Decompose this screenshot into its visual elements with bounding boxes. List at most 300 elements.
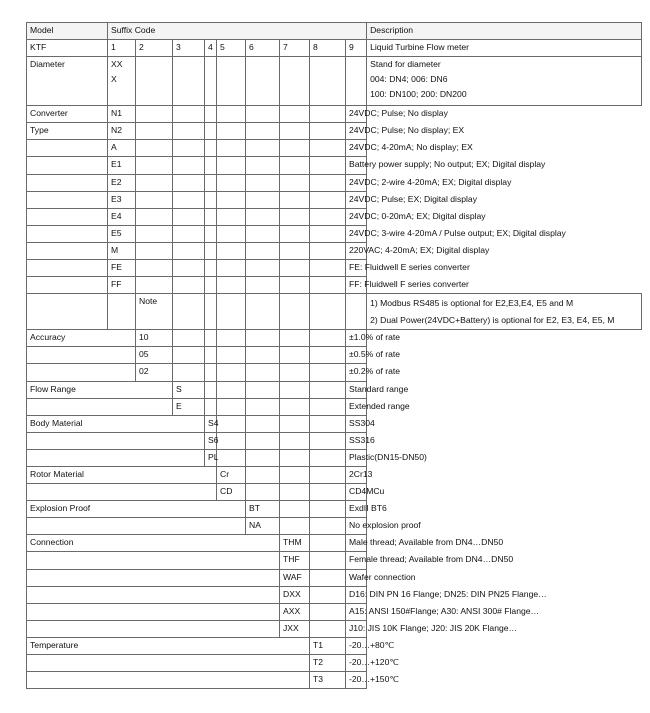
diameter-row (27, 57, 642, 106)
empty-cell (246, 191, 280, 208)
position-number: 7 (280, 40, 310, 57)
empty-cell (205, 123, 217, 140)
empty-cell (217, 398, 246, 415)
code-xx: XX (111, 59, 123, 70)
empty-cell (310, 208, 346, 225)
empty-cell (217, 277, 246, 294)
position-number: 2 (136, 40, 173, 57)
row-description: Plastic(DN15-DN50) (346, 449, 367, 466)
row-description: ±0.2% of rate (346, 364, 367, 381)
header-model: Model (27, 23, 108, 40)
position-number: 4 (205, 40, 217, 57)
empty-cell (280, 191, 310, 208)
option-code: 02 (136, 364, 173, 381)
empty-cell (217, 140, 246, 157)
group-label (27, 174, 108, 191)
empty-cell (173, 57, 205, 106)
empty-cell (173, 260, 205, 277)
row-description: ±1.0% of rate (346, 330, 367, 347)
empty-cell (217, 260, 246, 277)
empty-cell (217, 242, 246, 259)
row-description: 2Cr13 (346, 466, 367, 483)
group-label (27, 294, 108, 330)
option-code: AXX (280, 603, 310, 620)
empty-cell (310, 518, 346, 535)
empty-cell (246, 140, 280, 157)
empty-cell (173, 277, 205, 294)
empty-cell (280, 208, 310, 225)
option-code: WAF (280, 569, 310, 586)
option-row (27, 655, 642, 672)
note-line: 1) Modbus RS485 is optional for E2,E3,E4, E5 and M (370, 298, 574, 309)
group-label (27, 140, 108, 157)
empty-cell (310, 347, 346, 364)
option-row (27, 106, 642, 123)
empty-cell (246, 364, 280, 381)
group-label: Accuracy (27, 330, 136, 347)
empty-cell (205, 191, 217, 208)
empty-cell (217, 449, 246, 466)
empty-cell (173, 364, 205, 381)
group-label (27, 364, 136, 381)
group-label (27, 620, 280, 637)
option-code: N2 (108, 123, 136, 140)
empty-cell (280, 157, 310, 174)
empty-cell (205, 140, 217, 157)
option-row (27, 381, 642, 398)
row-description: FE: Fluidwell E series converter (346, 260, 367, 277)
group-label (27, 157, 108, 174)
empty-cell (310, 330, 346, 347)
empty-cell (280, 123, 310, 140)
option-code: THF (280, 552, 310, 569)
group-label (27, 277, 108, 294)
option-code: E5 (108, 225, 136, 242)
option-row (27, 586, 642, 603)
description-line: Stand for diameter (370, 59, 441, 70)
empty-cell (246, 415, 280, 432)
option-row (27, 569, 642, 586)
group-label (27, 603, 280, 620)
empty-cell (280, 381, 310, 398)
empty-cell (217, 294, 246, 330)
empty-cell (136, 57, 173, 106)
option-code: FF (108, 277, 136, 294)
row-description: ExdII BT6 (346, 501, 367, 518)
option-code: PL (205, 449, 217, 466)
row-description: Battery power supply; No output; EX; Digital display (346, 157, 367, 174)
empty-cell (280, 277, 310, 294)
row-description: SS316 (346, 432, 367, 449)
position-number: 8 (310, 40, 346, 57)
group-label (27, 484, 217, 501)
option-row (27, 140, 642, 157)
empty-cell (173, 140, 205, 157)
row-description: -20…+150℃ (346, 672, 367, 689)
group-label: Temperature (27, 637, 310, 654)
row-description: A15: ANSI 150#Flange; A30: ANSI 300# Flange… (346, 603, 367, 620)
row-description (367, 57, 642, 106)
empty-cell (310, 277, 346, 294)
option-code: FE (108, 260, 136, 277)
empty-cell (205, 208, 217, 225)
empty-cell (246, 174, 280, 191)
header-suffix-code: Suffix Code (108, 23, 367, 40)
empty-cell (310, 260, 346, 277)
empty-cell (205, 174, 217, 191)
empty-cell (136, 225, 173, 242)
empty-cell (310, 157, 346, 174)
empty-cell (346, 294, 367, 330)
empty-cell (205, 347, 217, 364)
empty-cell (173, 191, 205, 208)
empty-cell (346, 57, 367, 106)
row-description: Wafer connection (346, 569, 367, 586)
option-code: S (173, 381, 205, 398)
empty-cell (310, 242, 346, 259)
empty-cell (173, 106, 205, 123)
row-description: Male thread; Available from DN4…DN50 (346, 535, 367, 552)
empty-cell (217, 191, 246, 208)
empty-cell (217, 123, 246, 140)
empty-cell (310, 603, 346, 620)
option-code: E4 (108, 208, 136, 225)
option-row (27, 415, 642, 432)
empty-cell (246, 484, 280, 501)
empty-cell (173, 242, 205, 259)
empty-cell (310, 106, 346, 123)
empty-cell (280, 432, 310, 449)
row-description: -20…+120℃ (346, 655, 367, 672)
empty-cell (310, 449, 346, 466)
empty-cell (246, 208, 280, 225)
group-label (27, 398, 173, 415)
row-description: 24VDC; Pulse; No display (346, 106, 367, 123)
empty-cell (136, 157, 173, 174)
empty-cell (246, 381, 280, 398)
description-line: 004: DN4; 006: DN6 (370, 74, 448, 85)
option-row (27, 449, 642, 466)
option-code: BT (246, 501, 280, 518)
row-description: No explosion proof (346, 518, 367, 535)
row-description: Standard range (346, 381, 367, 398)
option-row (27, 466, 642, 483)
empty-cell (280, 330, 310, 347)
empty-cell (310, 123, 346, 140)
empty-cell (280, 484, 310, 501)
empty-cell (108, 294, 136, 330)
empty-cell (136, 191, 173, 208)
header-description: Description (367, 23, 642, 40)
group-label: Converter (27, 106, 108, 123)
option-row (27, 277, 642, 294)
empty-cell (246, 225, 280, 242)
group-label (27, 208, 108, 225)
empty-cell (217, 157, 246, 174)
row-description: D16: DIN PN 16 Flange; DN25: DIN PN25 Flange… (346, 586, 367, 603)
empty-cell (310, 364, 346, 381)
empty-cell (310, 398, 346, 415)
group-label (27, 347, 136, 364)
group-label (27, 655, 310, 672)
empty-cell (136, 260, 173, 277)
empty-cell (205, 364, 217, 381)
empty-cell (173, 225, 205, 242)
empty-cell (205, 260, 217, 277)
row-description: 24VDC; Pulse; EX; Digital display (346, 191, 367, 208)
row-description: J10: JIS 10K Flange; J20: JIS 20K Flange… (346, 620, 367, 637)
option-row (27, 672, 642, 689)
option-code: T1 (310, 637, 346, 654)
option-code: Cr (217, 466, 246, 483)
empty-cell (136, 140, 173, 157)
group-label: Connection (27, 535, 280, 552)
option-code: JXX (280, 620, 310, 637)
empty-cell (205, 294, 217, 330)
empty-cell (136, 174, 173, 191)
note-row (27, 294, 642, 330)
row-description: CD4MCu (346, 484, 367, 501)
empty-cell (280, 106, 310, 123)
group-label (27, 449, 205, 466)
empty-cell (280, 449, 310, 466)
empty-cell (217, 330, 246, 347)
empty-cell (173, 123, 205, 140)
option-code: CD (217, 484, 246, 501)
position-number: 5 (217, 40, 246, 57)
row-description: -20…+80℃ (346, 637, 367, 654)
row-description: Extended range (346, 398, 367, 415)
empty-cell (310, 484, 346, 501)
empty-cell (280, 466, 310, 483)
empty-cell (246, 242, 280, 259)
note-line: 2) Dual Power(24VDC+Battery) is optional for E2, E3, E4, E5, M (370, 315, 615, 326)
option-row (27, 191, 642, 208)
code-x: X (111, 74, 117, 85)
group-label (27, 260, 108, 277)
option-row (27, 260, 642, 277)
empty-cell (246, 466, 280, 483)
empty-cell (280, 347, 310, 364)
row-description: FF: Fluidwell F series converter (346, 277, 367, 294)
option-row (27, 225, 642, 242)
option-row (27, 157, 642, 174)
empty-cell (310, 466, 346, 483)
empty-cell (280, 518, 310, 535)
option-row (27, 347, 642, 364)
row-description: Female thread; Available from DN4…DN50 (346, 552, 367, 569)
group-label (27, 191, 108, 208)
empty-cell (205, 381, 217, 398)
option-code: S4 (205, 415, 217, 432)
model-row (27, 40, 642, 57)
empty-cell (205, 242, 217, 259)
empty-cell (310, 620, 346, 637)
option-row (27, 535, 642, 552)
group-label (27, 586, 280, 603)
row-description: 24VDC; 2-wire 4-20mA; EX; Digital display (346, 174, 367, 191)
option-row (27, 208, 642, 225)
position-number: 9 (346, 40, 367, 57)
option-row (27, 501, 642, 518)
option-row (27, 637, 642, 654)
empty-cell (217, 415, 246, 432)
position-number: 6 (246, 40, 280, 57)
empty-cell (310, 174, 346, 191)
empty-cell (205, 277, 217, 294)
empty-cell (217, 381, 246, 398)
row-description: 24VDC; 0-20mA; EX; Digital display (346, 208, 367, 225)
empty-cell (173, 347, 205, 364)
option-code: T2 (310, 655, 346, 672)
empty-cell (280, 364, 310, 381)
group-label (27, 225, 108, 242)
empty-cell (310, 501, 346, 518)
empty-cell (310, 57, 346, 106)
group-label (27, 518, 246, 535)
empty-cell (280, 501, 310, 518)
option-row (27, 174, 642, 191)
empty-cell (136, 277, 173, 294)
empty-cell (173, 294, 205, 330)
option-code: A (108, 140, 136, 157)
group-label (27, 242, 108, 259)
option-code: T3 (310, 672, 346, 689)
empty-cell (246, 330, 280, 347)
empty-cell (280, 415, 310, 432)
model-selection-table (26, 22, 642, 689)
empty-cell (136, 123, 173, 140)
empty-cell (310, 569, 346, 586)
option-row (27, 620, 642, 637)
empty-cell (217, 432, 246, 449)
row-description: SS304 (346, 415, 367, 432)
empty-cell (205, 225, 217, 242)
empty-cell (246, 157, 280, 174)
header-row (27, 23, 642, 40)
position-number: 3 (173, 40, 205, 57)
empty-cell (246, 106, 280, 123)
diameter-code (108, 57, 136, 106)
option-code: NA (246, 518, 280, 535)
empty-cell (173, 174, 205, 191)
empty-cell (173, 330, 205, 347)
empty-cell (136, 106, 173, 123)
group-label: Flow Range (27, 381, 173, 398)
empty-cell (280, 174, 310, 191)
empty-cell (246, 260, 280, 277)
empty-cell (310, 432, 346, 449)
group-label (27, 569, 280, 586)
empty-cell (280, 140, 310, 157)
option-code: E2 (108, 174, 136, 191)
empty-cell (310, 415, 346, 432)
empty-cell (280, 242, 310, 259)
option-code: THM (280, 535, 310, 552)
empty-cell (173, 157, 205, 174)
empty-cell (217, 225, 246, 242)
option-row (27, 242, 642, 259)
option-code: N1 (108, 106, 136, 123)
empty-cell (173, 208, 205, 225)
option-row (27, 518, 642, 535)
empty-cell (217, 174, 246, 191)
empty-cell (280, 57, 310, 106)
empty-cell (136, 208, 173, 225)
group-label (27, 672, 310, 689)
empty-cell (246, 57, 280, 106)
option-code: 05 (136, 347, 173, 364)
option-row (27, 398, 642, 415)
row-description: 220VAC; 4-20mA; EX; Digital display (346, 242, 367, 259)
option-row (27, 330, 642, 347)
empty-cell (280, 294, 310, 330)
empty-cell (310, 140, 346, 157)
empty-cell (136, 242, 173, 259)
empty-cell (310, 381, 346, 398)
group-label: Explosion Proof (27, 501, 246, 518)
position-number: 1 (108, 40, 136, 57)
group-label: Type (27, 123, 108, 140)
empty-cell (280, 225, 310, 242)
empty-cell (205, 330, 217, 347)
option-row (27, 123, 642, 140)
option-code: DXX (280, 586, 310, 603)
empty-cell (246, 294, 280, 330)
group-label: Rotor Material (27, 466, 217, 483)
empty-cell (205, 157, 217, 174)
option-code: 10 (136, 330, 173, 347)
empty-cell (246, 398, 280, 415)
description-line: 100: DN100; 200: DN200 (370, 89, 467, 100)
option-code: E3 (108, 191, 136, 208)
option-row (27, 432, 642, 449)
empty-cell (205, 57, 217, 106)
option-code: S6 (205, 432, 217, 449)
empty-cell (217, 347, 246, 364)
empty-cell (246, 449, 280, 466)
empty-cell (280, 260, 310, 277)
empty-cell (310, 586, 346, 603)
empty-cell (246, 277, 280, 294)
empty-cell (246, 347, 280, 364)
group-label (27, 552, 280, 569)
option-code: M (108, 242, 136, 259)
group-label: Diameter (27, 57, 108, 106)
option-row (27, 552, 642, 569)
empty-cell (310, 552, 346, 569)
row-description: 24VDC; 4-20mA; No display; EX (346, 140, 367, 157)
empty-cell (217, 57, 246, 106)
empty-cell (310, 535, 346, 552)
row-description (367, 294, 642, 330)
empty-cell (217, 364, 246, 381)
empty-cell (205, 106, 217, 123)
empty-cell (246, 432, 280, 449)
option-row (27, 364, 642, 381)
empty-cell (205, 398, 217, 415)
row-description: 24VDC; 3-wire 4-20mA / Pulse output; EX; Digital display (346, 225, 367, 242)
option-row (27, 484, 642, 501)
option-code: E1 (108, 157, 136, 174)
row-description: ±0.5% of rate (346, 347, 367, 364)
group-label: Body Material (27, 415, 205, 432)
note-label: Note (136, 294, 173, 330)
empty-cell (310, 225, 346, 242)
option-row (27, 603, 642, 620)
empty-cell (310, 294, 346, 330)
empty-cell (217, 208, 246, 225)
